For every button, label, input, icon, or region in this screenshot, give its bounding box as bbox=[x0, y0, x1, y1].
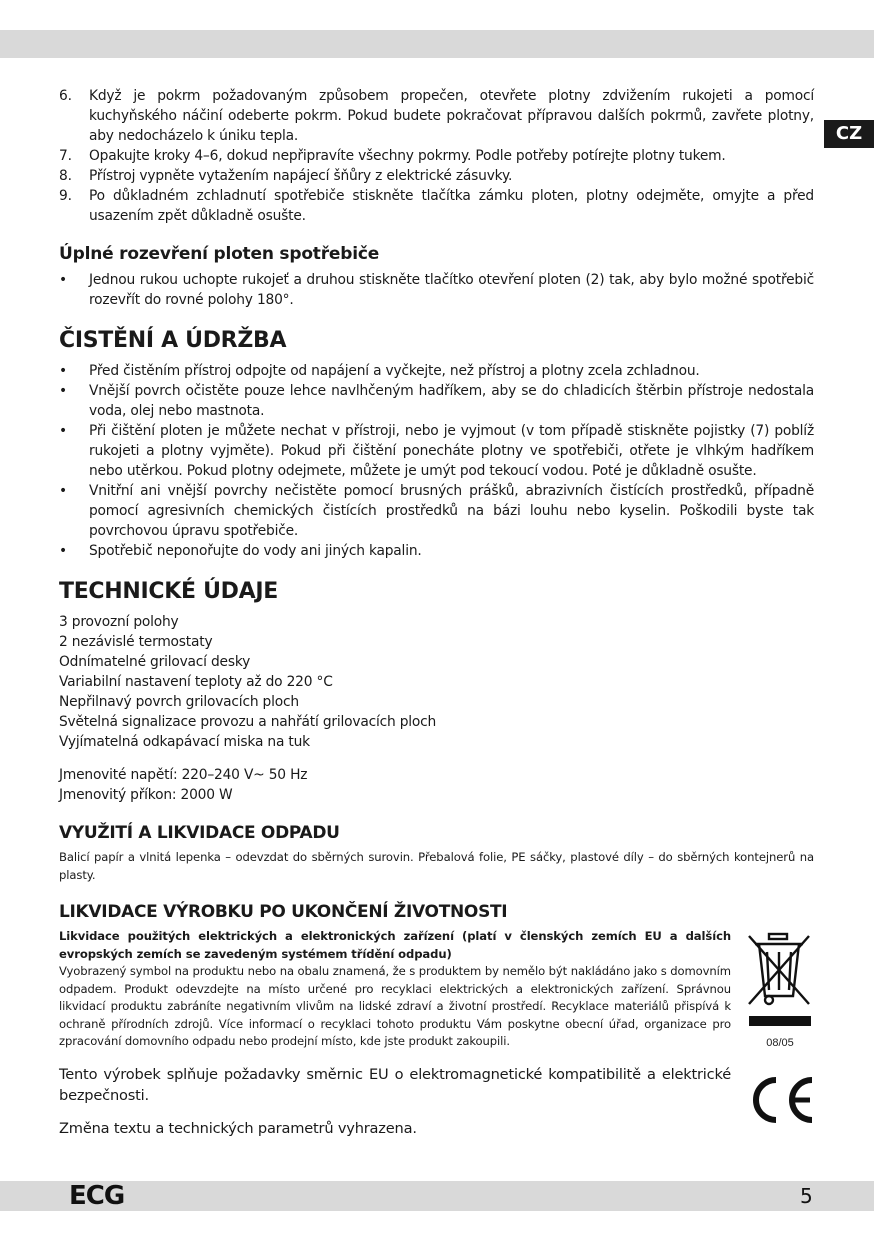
list-item bbox=[59, 166, 814, 186]
bullet-text: Spotřebič neponořujte do vody ani jiných kapalin. bbox=[89, 543, 422, 559]
list-item bbox=[59, 146, 814, 166]
tech-voltage: Jmenovité napětí: 220–240 V~ 50 Hz bbox=[59, 767, 308, 783]
step-number: 6. bbox=[59, 88, 72, 104]
open-section-title: Úplné rozevření ploten spotřebiče bbox=[59, 244, 380, 264]
step-number: 7. bbox=[59, 148, 72, 164]
step-number: 9. bbox=[59, 188, 72, 204]
waste-title: VYUŽITÍ A LIKVIDACE ODPADU bbox=[59, 823, 340, 843]
page-content bbox=[59, 86, 814, 1139]
list-item: • Spotřebič neponořujte do vody ani jiných kapalin. bbox=[59, 543, 422, 559]
bullet-text: Vnitřní ani vnější povrchy nečistěte pomocí brusných prášků, abrazivních čistících prostředků, případně pomocí agresivních chemických čistících prostředků na bázi louhu nebo kyselin. Poškodili byste tak povrchovou úpravu spotřebiče. bbox=[89, 483, 814, 539]
top-gray-bar bbox=[0, 30, 874, 58]
weee-code: 08/05 bbox=[766, 1037, 794, 1049]
cleaning-title: ČISTĚNÍ A ÚDRŽBA bbox=[59, 328, 287, 353]
bullet-text: Vnější povrch očistěte pouze lehce navlhčeným hadříkem, aby se do chladicích štěrbin přístroje nedostala voda, olej nebo mastnota. bbox=[89, 383, 814, 419]
language-tab: CZ bbox=[824, 120, 874, 148]
steps-list bbox=[59, 86, 814, 226]
step-text: Opakujte kroky 4–6, dokud nepřipravíte všechny pokrmy. Podle potřeby potírejte plotny tukem. bbox=[89, 148, 726, 164]
bullet-text: Při čištění ploten je můžete nechat v přístroji, nebo je vyjmout (v tom případě stiskněte pojistky (7) poblíž rukojeti a plotny vyjměte). Pokud při čištění ponecháte plotny ve spotřebiči, otřete je vlhkým hadříkem nebo utěrkou. Pokud plotny odejmete, můžete je umýt pod tekoucí vodou. Poté je důkladně osušte. bbox=[89, 423, 814, 479]
bullet-text: Jednou rukou uchopte rukojeť a druhou stiskněte tlačítko otevření ploten (2) tak, aby bylo možné spotřebič rozevřít do rovné polohy 180°. bbox=[89, 272, 814, 308]
tech-feature: Vyjímatelná odkapávací miska na tuk bbox=[59, 734, 310, 750]
reserved-text: Změna textu a technických parametrů vyhrazena. bbox=[59, 1119, 417, 1137]
compliance-text: Tento výrobek splňuje požadavky směrnic EU o elektromagnetické kompatibilitě a elektrické bezpečnosti. bbox=[59, 1065, 731, 1104]
disposal-title: LIKVIDACE VÝROBKU PO UKONČENÍ ŽIVOTNOSTI bbox=[59, 902, 508, 922]
ecg-logo: ECG bbox=[69, 1181, 125, 1211]
list-item bbox=[59, 186, 814, 226]
disposal-block bbox=[59, 928, 731, 1051]
tech-feature: Odnímatelné grilovací desky bbox=[59, 654, 251, 670]
tech-power: Jmenovitý příkon: 2000 W bbox=[59, 787, 233, 803]
list-item: • Vnitřní ani vnější povrchy nečistěte pomocí brusných prášků, abrazivních čistících prostředků, případně pomocí agresivních chemických čistících prostředků na bázi louhu nebo kyselin. Poškodili byste tak povrchovou úpravu spotřebiče. bbox=[59, 483, 814, 539]
bottom-gray-bar bbox=[0, 1181, 874, 1211]
step-text: Když je pokrm požadovaným způsobem propečen, otevřete plotny zdvižením rukojeti a pomocí kuchyňského náčiní odeberte pokrm. Pokud budete pokračovat přípravou dalších pokrmů, zavřete plotny, aby nedocházelo k úniku tepla. bbox=[89, 88, 814, 144]
tech-title: TECHNICKÉ ÚDAJE bbox=[59, 579, 278, 604]
bullet-text: Před čistěním přístroj odpojte od napájení a vyčkejte, než přístroj a plotny zcela zchladnou. bbox=[89, 363, 700, 379]
tech-feature: Nepřilnavý povrch grilovacích ploch bbox=[59, 694, 299, 710]
list-item: • Vnější povrch očistěte pouze lehce navlhčeným hadříkem, aby se do chladicích štěrbin přístroje nedostala voda, olej nebo mastnota. bbox=[59, 383, 814, 419]
step-number: 8. bbox=[59, 168, 72, 184]
cleaning-list bbox=[59, 361, 814, 561]
disposal-intro: Likvidace použitých elektrických a elektronických zařízení (platí v členských zemích EU a dalších evropských zemích se zavedeným systémem třídění odpadu) bbox=[59, 929, 731, 961]
ce-mark-icon bbox=[744, 1074, 816, 1130]
open-section-list bbox=[59, 270, 814, 310]
list-item: • Před čistěním přístroj odpojte od napájení a vyčkejte, než přístroj a plotny zcela zchladnou. bbox=[59, 363, 700, 379]
step-text: Přístroj vypněte vytažením napájecí šňůry z elektrické zásuvky. bbox=[89, 168, 513, 184]
list-item: • Jednou rukou uchopte rukojeť a druhou stiskněte tlačítko otevření ploten (2) tak, aby bylo možné spotřebič rozevřít do rovné polohy 180°. bbox=[59, 272, 814, 308]
tech-feature: 2 nezávislé termostaty bbox=[59, 634, 213, 650]
weee-crossed-bin-icon bbox=[745, 930, 815, 1054]
list-item: • Při čištění ploten je můžete nechat v přístroji, nebo je vyjmout (v tom případě stiskněte pojistky (7) poblíž rukojeti a plotny vyjměte). Pokud při čištění ponecháte plotny ve spotřebiči, otřete je vlhkým hadříkem nebo utěrkou. Pokud plotny odejmete, můžete je umýt pod tekoucí vodou. Poté je důkladně osušte. bbox=[59, 423, 814, 479]
list-item bbox=[59, 86, 814, 146]
step-text: Po důkladném zchladnutí spotřebiče stiskněte tlačítka zámku ploten, plotny odejměte, omyjte a před usazením zpět důkladně osušte. bbox=[89, 188, 814, 224]
tech-feature: Variabilní nastavení teploty až do 220 °C bbox=[59, 674, 333, 690]
waste-text: Balicí papír a vlnitá lepenka – odevzdat do sběrných surovin. Přebalová folie, PE sáčky, plastové díly – do sběrných kontejnerů na plasty. bbox=[59, 850, 814, 882]
disposal-text: Vyobrazený symbol na produktu nebo na obalu znamená, že s produktem by nemělo být nakládáno jako s domovním odpadem. Produkt odevzdejte na místo určené pro recyklaci elektrických a elektronických zařízení. Správnou likvidací produktu zabráníte negativním vlivům na lidské zdraví a životní prostředí. Recyklace materiálů přispívá k ochraně přírodních zdrojů. Více informací o recyklaci tohoto produktu Vám poskytne obecní úřad, organizace pro zpracování domovního odpadu nebo prodejní místo, kde jste produkt zakoupili. bbox=[59, 964, 731, 1048]
tech-feature: 3 provozní polohy bbox=[59, 614, 179, 630]
page-number: 5 bbox=[800, 1184, 813, 1208]
tech-feature: Světelná signalizace provozu a nahřátí grilovacích ploch bbox=[59, 714, 437, 730]
